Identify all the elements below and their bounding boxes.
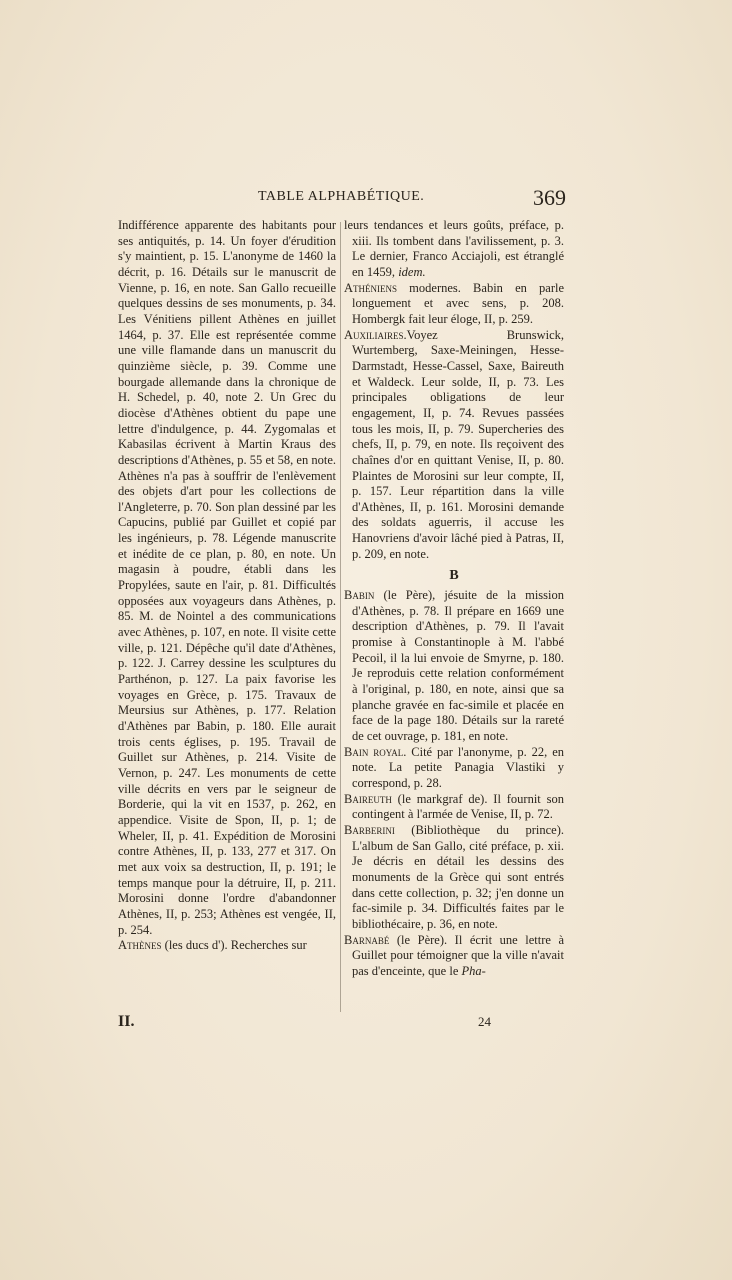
page-number: 369 [533,185,566,210]
section-letter: B [449,568,459,584]
entry-head: Athènes [118,938,162,953]
left-column [118,218,336,954]
entry-idem: idem. [398,264,426,279]
entry-head: Babin [344,588,375,603]
auxiliaires-entry [344,328,564,563]
entry-italic: Pha- [461,963,486,978]
baireuth-entry [344,792,564,823]
atheniens-entry [344,281,564,328]
entry-text: (le Père). Il écrit une lettre à Guillet pour témoigner que la ville n'avait pas d'enceinte, que le [352,932,564,978]
babin-entry [344,588,564,745]
entry-text: leurs tendances et leurs goûts, préface, p. xiii. Ils tombent dans l'avilissement, p. 3. Le dernier, Franco Acciajoli, est étranglé en 1459, [344,218,564,279]
athenes-entry-continuation: Indifférence apparente des habitants pour ses antiquités, p. 14. Un foyer d'érudition s'y maintient, p. 15. L'anonyme de 1460 la décrit, p. 16. Détails sur le manuscrit de Vienne, p. 16, en note. San Gallo recueille quelques dessins de ses monuments, p. 34. Les Vénitiens pillent Athènes en juillet 1464, p. 37. Elle est représentée comme une ville flamande dans un manuscrit du quinzième siècle, p. 39. Comme une bourgade allemande dans la chronique de H. Schedel, p. 40, note 2. Un Grec du diocèse d'Athènes obtient du pape une lettre d'indulgence, p. 44. Zygomalas et Kabasilas écrivent à Martin Kraus des descriptions d'Athènes, p. 55 et 58, en note. Athènes n'a pas à souffrir de l'enlèvement des objets d'art pour les collections de l'Angleterre, p. 70. Son plan dessiné par les Capucins, publié par Guillet et copié par les ingénieurs, p. 78. Légende manuscrite et inédite de ce plan, p. 80, en note. Un magasin à poudre, établi dans les Propylées, saute en l'air, p. 81. Difficultés opposées aux voyageurs dans Athènes, p. 85. M. de Nointel a des communications avec Athènes, p. 107, en note. Il visite cette ville, p. 121. Dépêche qu'il date d'Athènes, p. 122. J. Carrey dessine les sculptures du Parthénon, p. 127. La paix favorise les voyages en Grèce, p. 175. Travaux de Meursius sur Athènes, p. 177. Relation d'Athènes par Babin, p. 180. Elle aurait trois cents églises, p. 195. Travail de Guillet sur Athènes, p. 214. Visite de Vernon, p. 247. Les monuments de cette ville décrits en vers par le seigneur de Borderie, qui la vit en 1537, p. 262, en appendice. Visite de Spon, II, p. 1; de Wheler, II, p. 41. Expédition de Morosini contre Athènes, II, p. 133, 277 et 317. On met aux voix sa destruction, II, p. 191; le temps manque pour la détruire, II, p. 211. Morosini donne l'ordre d'abandonner Athènes, II, p. 253; Athènes est vengée, II, p. 254. [118,218,336,937]
entry-head: Athéniens [344,280,398,295]
athenes-ducs-entry [118,938,336,954]
athenes-ducs-continuation [344,218,564,281]
entry-text: (Bibliothèque du prince). L'album de San Gallo, cité préface, p. xii. Je décris en détail les dessins des monuments de la Grèce qui sont entrés dans cette collection, p. 32; j'en donne un fac-simile p. 34. Difficultés faites par le bibliothécaire, p. 36, en note. [352,822,564,931]
entry-text: Cité par l'anonyme, p. 22, en note. La petite Panagia Vlastiki y correspond, p. 28. [352,744,564,790]
entry-head: Auxiliaires. [344,327,407,342]
entry-text: (le Père), jésuite de la mission d'Athènes, p. 78. Il prépare en 1669 une description d'Athènes, p. 79. Il l'avait promise à Constantinople à M. l'abbé Pecoil, il la lui envoie de Smyrne, p. 180. Je reproduis cette relation conformément à l'original, p. 180, en note, ainsi que sa planche gravée en fac-simile et placée en face de la page 180. Détails sur la rareté de cet ouvrage, p. 181, en note. [352,588,564,743]
entry-text: (les ducs d'). Recherches sur [161,938,307,953]
barberini-entry [344,823,564,933]
barnabe-entry [344,933,564,980]
running-title: TABLE ALPHABÉTIQUE. [258,189,425,204]
gathering-number: 24 [478,1014,491,1029]
bain-royal-entry [344,745,564,792]
entry-head: Baireuth [344,791,392,806]
entry-text: (le markgraf de). Il fournit son contingent à l'armée de Venise, II, p. 72. [352,791,564,822]
column-divider [340,222,341,1012]
entry-text: modernes. Babin en parle longuement et avec sens, p. 208. Hombergk fait leur éloge, II, p. 259. [352,280,564,326]
signature-mark: II. [118,1013,135,1030]
entry-head: Bain royal. [344,744,407,759]
entry-text: Voyez Brunswick, Wurtemberg, Saxe-Meiningen, Hesse-Darmstadt, Hesse-Cassel, Saxe, Baireuth et Waldeck. Leur solde, II, p. 73. Les principales obligations de leur engagement, II, p. 74. Revues passées tous les mois, II, p. 79. Supercheries des chefs, II, p. 79, en note. Ils reçoivent des chaînes d'or en quittant Venise, II, p. 80. Plaintes de Morosini sur leur compte, II, p. 157. Leur répartition dans la ville d'Athènes, II, p. 161. Morosini demande des soldats aguerris, il accuse les Hanovriens d'avoir lâché pied à Patras, II, p. 209, en note. [352,327,564,561]
entry-head: Barberini [344,822,395,837]
entry-head: Barnabé [344,932,390,947]
right-column [344,218,564,980]
